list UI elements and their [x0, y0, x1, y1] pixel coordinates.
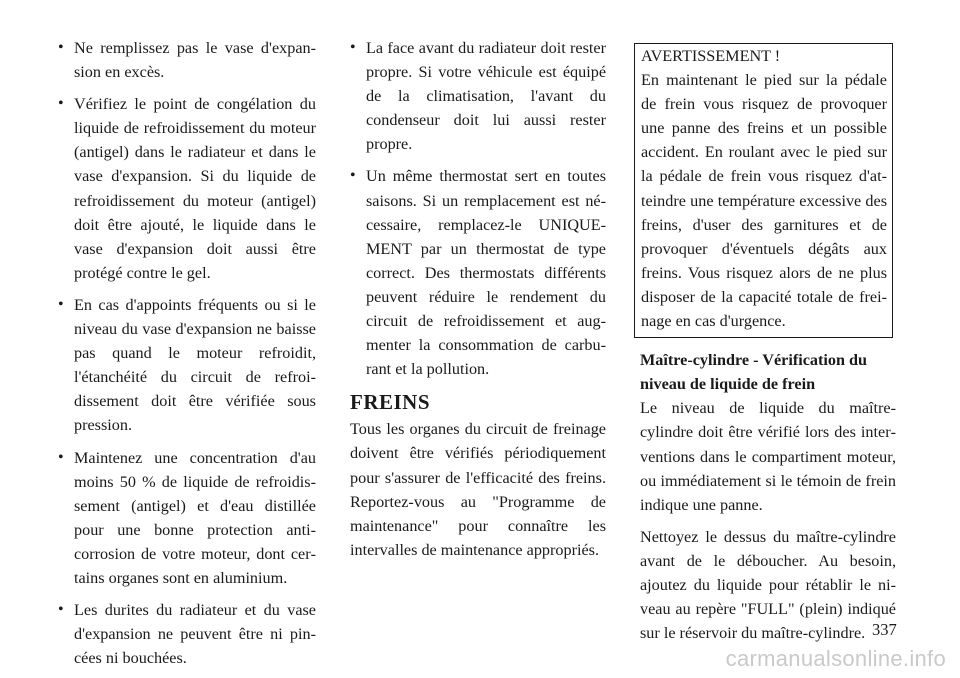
bullet-text: Un même thermostat sert en toutes saisons. Si un remplacement est nécessaire, remplacez-le UNIQUEMENT par un thermostat de type correct. Des thermostats différents peuvent réduire le rendement du circuit de refroidissement et augmenter la consommation de carburant et la pollution. [366, 167, 606, 379]
warning-text: En maintenant le pied sur la pédale de frein vous risquez de provoquer une panne des freins et un possible accident. En roulant avec le pied sur la pédale de frein vous risquez d'atteindre une température excessive des freins, d'user des garnitures et de provoquer d'éventuels dégâts aux freins. Vous risquez alors de ne plus disposer de la capacité totale de freinage en cas d'urgence. [641, 71, 887, 331]
bullet-icon: • [58, 39, 64, 56]
freins-paragraph: Tous les organes du circuit de freinage doivent être vérifiés périodiquement pour s'assurer de l'efficacité des freins. Reportez-vous au "Programme de maintenance" pour connaître les intervalles de maintenance appropriés. [350, 420, 606, 559]
bullet-text: Ne remplissez pas le vase d'expansion en excès. [74, 39, 316, 82]
section-heading-freins: FREINS [350, 390, 431, 415]
warning-title: AVERTISSEMENT ! [641, 47, 781, 65]
watermark: carmanualsonline.info [725, 646, 946, 671]
bullet-icon: • [58, 448, 64, 466]
radiator-bullet-list [350, 36, 606, 381]
bullet-text: Vérifiez le point de congélation du liquide de refroidissement du moteur (antigel) dans le radiateur et dans le vase d'expansion. Si du liquide de refroidissement du moteur (antigel) doit être ajouté, le liquide dans le vase d'expansion doit aussi être protégé contre le gel. [74, 95, 316, 282]
bullet-item [58, 293, 316, 438]
master-cylinder-paragraph-1: Le niveau de liquide du maître-cylindre doit être vérifié lors des interventions dans le compartiment moteur, ou immédiatement si le témoin de frein indique une panne. [640, 399, 896, 514]
left-column [58, 36, 316, 678]
bullet-icon: • [58, 95, 64, 113]
page-number: 337 [872, 620, 897, 639]
bullet-icon: • [58, 295, 64, 313]
warning-box [634, 43, 893, 338]
bullet-text: En cas d'appoints fréquents ou si le niveau du vase d'expansion ne baisse pas quand le moteur refroidit, l'étanchéité du circuit de refroidissement doit être vérifiée sous pression. [74, 295, 316, 435]
bullet-text: Maintenez une concentration d'au moins 50 % de liquide de refroidissement (antigel) et d'eau distillée pour une bonne protection anticorrosion de votre moteur, dont certains organes sont en aluminium. [74, 448, 316, 587]
bullet-item [58, 598, 316, 670]
bullet-icon: • [350, 167, 356, 185]
coolant-bullet-list [58, 36, 316, 670]
bullet-item [58, 446, 316, 591]
bullet-text: Les durites du radiateur et du vase d'expansion ne peuvent être ni pincées ni bouchées. [74, 601, 316, 668]
middle-column [350, 36, 606, 570]
bullet-item [58, 36, 316, 84]
right-column [640, 43, 896, 653]
bullet-icon: • [58, 601, 64, 619]
master-cylinder-paragraph-2: Nettoyez le dessus du maître-cylindre avant de le déboucher. Au besoin, ajoutez du liquide pour rétablir le niveau au repère "FULL" (plein) indiqué sur le réservoir du maître-cylindre. [640, 527, 896, 643]
master-cylinder-subheading: Maître-cylindre - Vérification du niveau de liquide de frein [640, 351, 868, 394]
bullet-item [350, 36, 606, 156]
bullet-text: La face avant du radiateur doit rester propre. Si votre véhicule est équipé de la climatisation, l'avant du condenseur doit lui aussi rester propre. [366, 39, 606, 154]
bullet-item [350, 164, 606, 381]
bullet-item [58, 92, 316, 285]
bullet-icon: • [350, 39, 356, 56]
